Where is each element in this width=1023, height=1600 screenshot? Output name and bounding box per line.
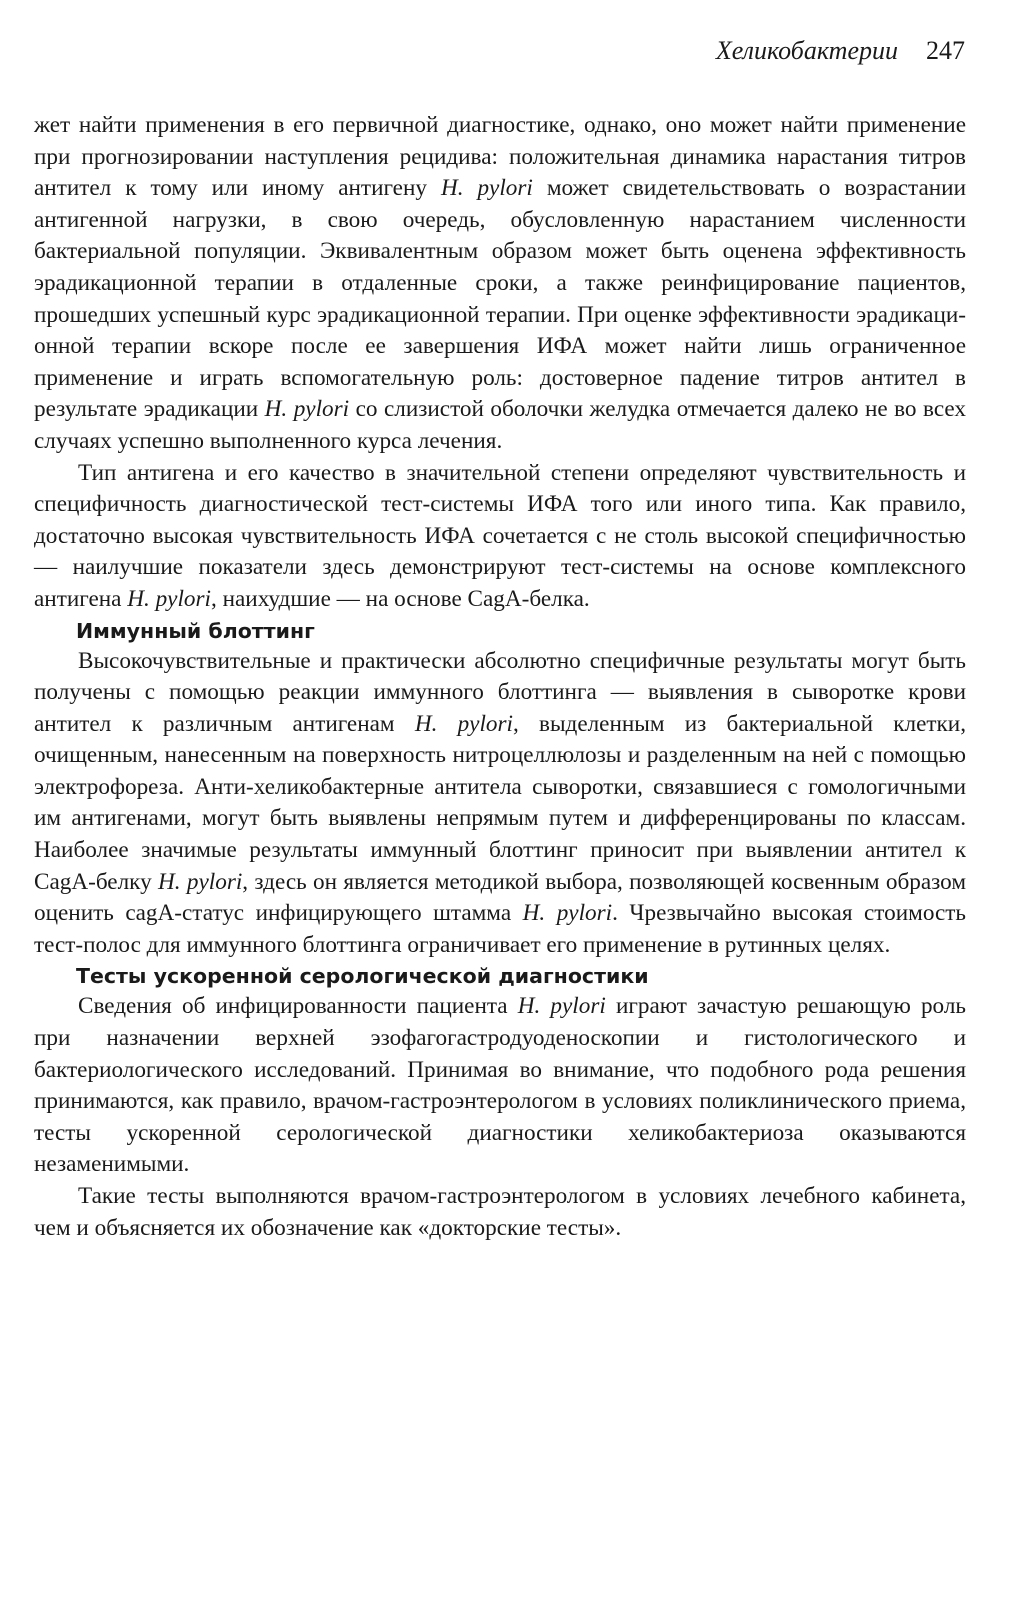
page-number: 247 bbox=[926, 36, 965, 65]
species-name: H. pylori bbox=[158, 868, 243, 895]
text-run: может свидетельствовать о возрастании антигенной нагрузки, в свою очередь, обусловленную нарастанием численности бактериальной популяции. Эквивалентным образом может быть оценена эффективность эрадикационной терапии в отдаленные сроки, а также реинфицирование пациентов, прошедших успешный курс эрадикационной терапии. При оценке эффективности эрадикаци-онной терапии вскоре после ее завершения ИФА может найти лишь ограниченное применение и играть вспомогательную роль: достоверное падение титров антител в результате эрадикации bbox=[34, 175, 966, 423]
text-run: Сведения об инфицированности пациента bbox=[78, 993, 518, 1020]
running-head bbox=[716, 36, 965, 66]
paragraph bbox=[34, 991, 966, 1181]
text-run: играют зачастую решающую роль при назначении верхней эзофагогастродуоденоскопии и гистологического и бактериологического исследований. Принимая во внимание, что подобного рода решения принимаются, как правило, врачом-гастроэнтерологом в условиях поликлинического приема, тесты ускоренной серологической диагностики хеликобактериоза оказываются незаменимыми. bbox=[34, 993, 966, 1178]
paragraph bbox=[34, 1181, 966, 1244]
species-name: H. pylori bbox=[440, 175, 533, 202]
text-run: Тип антигена и его качество в значительной степени определяют чувствительность и специфичность диагностической тест-системы ИФА того или иного типа. Как правило, достаточно высокая чувствительность ИФА сочетается с не столь высокой специфичностью — наилучшие показатели здесь демонстрируют тест-системы на основе комплексного антигена bbox=[34, 459, 966, 612]
section-heading: Тесты ускоренной серологической диагностики bbox=[76, 964, 649, 989]
text-run: Высокочувствительные и практически абсолютно специфичные результаты могут быть получены с помощью реакции иммунного блоттинга — выявления в сыворотке крови антител к различным антигенам bbox=[34, 647, 966, 737]
paragraph bbox=[34, 646, 966, 962]
body-text bbox=[34, 110, 966, 1244]
species-name: H. pylori bbox=[127, 585, 211, 612]
text-run: жет найти применения в его первичной диагностике, однако, оно может найти применение при прогнозировании наступления рецидива: положительная динамика нарастания титров антител к тому или иному антигену bbox=[34, 112, 966, 202]
text-run: , наихудшие — на основе CagA-белка. bbox=[210, 585, 590, 612]
text-run: со слизистой оболочки желудка отмечается далеко не во всех случаях успешно выполненного курса лечения. bbox=[34, 396, 966, 454]
species-name: H. pylori bbox=[414, 710, 513, 737]
section-heading: Иммунный блоттинг bbox=[76, 618, 315, 643]
text-run: . Чрезвычайно высокая стоимость тест-полос для иммунного блоттинга ограничивает его применение в рутинных целях. bbox=[34, 900, 966, 958]
text-run: , выделенным из бактериальной клетки, очищенным, нанесенным на поверхность нитроцеллюлозы и разделенным на ней с помощью электрофореза. Анти-хеликобактерные антитела сыворотки, связавшиеся с гомологичными им антигенами, могут быть выявлены непрямым путем и дифференцированы по классам. Наиболее значимые результаты иммунный блоттинг приносит при выявлении антител к CagA-белку bbox=[34, 710, 967, 895]
paragraph bbox=[34, 110, 966, 458]
species-name: H. pylori bbox=[264, 396, 350, 423]
running-head-title: Хеликобактерии bbox=[715, 36, 898, 65]
text-run: Такие тесты выполняются врачом-гастроэнтерологом в условиях лечебного кабинета, чем и объясняется их обозначение как «докторские тесты». bbox=[34, 1183, 966, 1241]
text-run: , здесь он является методикой выбора, позволяющей косвенным образом оценить cagA-статус инфицирующего штамма bbox=[34, 868, 966, 927]
paragraph bbox=[34, 458, 966, 616]
species-name: H. pylori bbox=[517, 993, 606, 1020]
species-name: H. pylori bbox=[522, 900, 613, 927]
